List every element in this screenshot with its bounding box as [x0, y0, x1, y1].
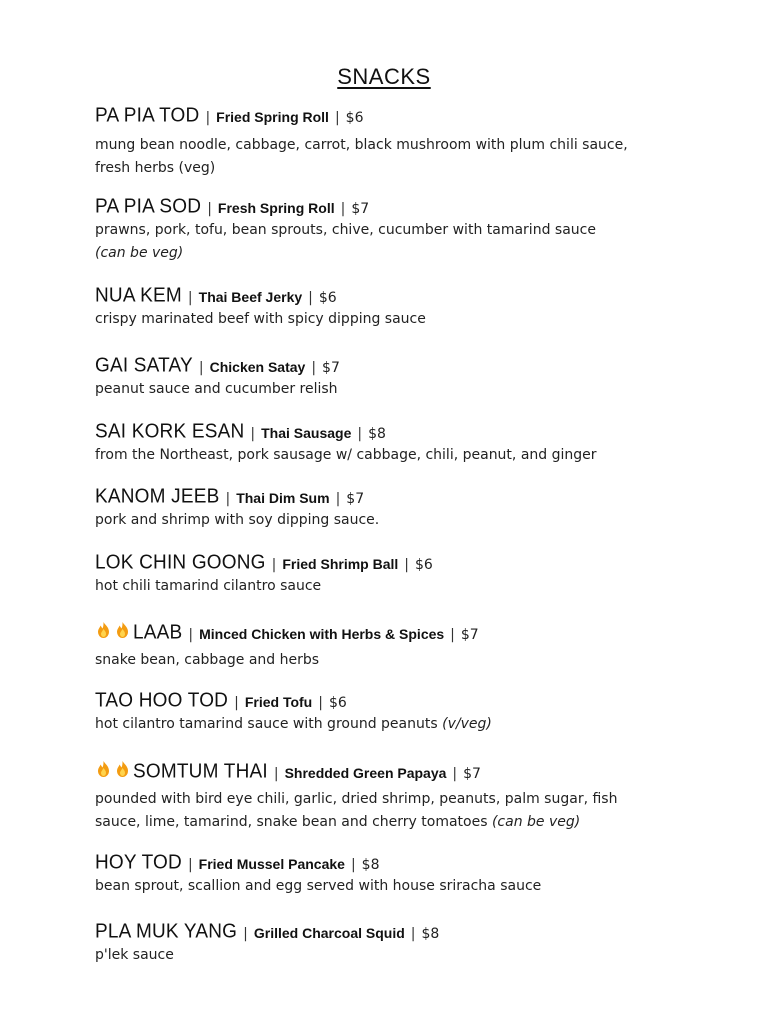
item-english-name: Minced Chicken with Herbs & Spices	[199, 626, 445, 642]
item-description: snake bean, cabbage and herbs	[95, 652, 320, 668]
item-english-name: Fried Tofu	[244, 694, 313, 710]
fire-icon	[95, 621, 112, 639]
separator: |	[318, 695, 323, 711]
separator: |	[340, 201, 346, 217]
item-price: $7	[460, 627, 479, 643]
item-name: HOY TOD	[95, 851, 182, 874]
item-note: (can be veg)	[491, 814, 581, 830]
item-price: $6	[328, 695, 347, 711]
item-price: $6	[415, 557, 433, 573]
item-english-name: Fried Spring Roll	[216, 109, 329, 125]
item-description-text: pounded with bird eye chili, garlic, dried shrimp, peanuts, palm sugar, fish sauce, lime, tamarind, snake bean and cherry tomatoes	[95, 791, 618, 830]
item-description-text: prawns, pork, tofu, bean sprouts, chive, cucumber with tamarind sauce	[95, 222, 596, 238]
separator: |	[357, 426, 363, 442]
item-name: PA PIA SOD	[95, 195, 202, 218]
item-english-name: Shredded Green Papaya	[284, 765, 447, 781]
item-english-name: Grilled Charcoal Squid	[253, 925, 405, 941]
separator: |	[334, 110, 340, 126]
menu-item	[95, 286, 695, 331]
menu-item	[95, 422, 695, 467]
item-name: KANOM JEEB	[95, 485, 220, 508]
item-name: SOMTUM THAI	[133, 760, 268, 783]
item-english-name: Fried Shrimp Ball	[282, 556, 399, 572]
separator: |	[311, 360, 317, 376]
item-name: LAAB	[133, 621, 183, 644]
item-name: PA PIA TOD	[95, 104, 200, 127]
separator: |	[335, 491, 341, 507]
separator: |	[225, 491, 231, 507]
separator: |	[410, 926, 416, 942]
separator: |	[234, 695, 239, 711]
separator: |	[271, 557, 277, 573]
item-description-text: hot cilantro tamarind sauce with ground peanuts	[95, 716, 438, 732]
item-english-name: Thai Dim Sum	[236, 490, 330, 506]
separator: |	[452, 766, 458, 782]
menu-item	[95, 553, 695, 598]
separator: |	[187, 290, 193, 306]
separator: |	[273, 766, 279, 782]
menu-item	[95, 356, 695, 401]
separator: |	[188, 627, 194, 643]
item-description: hot chili tamarind cilantro sauce	[95, 578, 322, 594]
fire-icon	[114, 760, 131, 778]
item-price: $7	[346, 491, 365, 507]
fire-icon	[95, 760, 112, 778]
item-description: pork and shrimp with soy dipping sauce.	[95, 512, 380, 528]
menu-item	[95, 621, 695, 672]
menu-item	[95, 106, 695, 180]
item-description: bean sprout, scallion and egg served with house sriracha sauce	[95, 878, 542, 894]
item-description	[95, 788, 645, 834]
item-description: mung bean noodle, cabbage, carrot, black mushroom with plum chili sauce, fresh herbs (veg)	[95, 137, 628, 176]
separator: |	[205, 110, 211, 126]
item-price: $8	[368, 426, 386, 442]
item-price: $6	[345, 110, 364, 126]
menu-item	[95, 922, 695, 967]
separator: |	[198, 360, 204, 376]
separator: |	[350, 857, 356, 873]
item-english-name: Fresh Spring Roll	[217, 200, 335, 216]
item-description: p'lek sauce	[95, 947, 174, 963]
item-price: $7	[463, 766, 481, 782]
item-note: (v/veg)	[442, 716, 492, 732]
item-description: from the Northeast, pork sausage w/ cabbage, chili, peanut, and ginger	[95, 447, 597, 463]
item-note: (can be veg)	[95, 245, 184, 261]
item-description: peanut sauce and cucumber relish	[95, 381, 338, 397]
item-price: $8	[361, 857, 380, 873]
item-name: PLA MUK YANG	[95, 920, 238, 943]
separator: |	[308, 290, 313, 306]
item-price: $7	[351, 201, 370, 217]
item-name: LOK CHIN GOONG	[95, 551, 266, 574]
item-description	[95, 713, 695, 736]
item-price: $7	[322, 360, 340, 376]
item-name: NUA KEM	[95, 284, 182, 307]
separator: |	[450, 627, 455, 643]
item-price: $6	[318, 290, 337, 306]
fire-icon	[114, 621, 131, 639]
item-english-name: Thai Sausage	[261, 425, 352, 441]
separator: |	[207, 201, 212, 217]
separator: |	[243, 926, 248, 942]
menu-item	[95, 760, 695, 834]
menu-item	[95, 691, 695, 736]
item-name: GAI SATAY	[95, 354, 193, 377]
item-name: SAI KORK ESAN	[95, 420, 245, 443]
item-english-name: Fried Mussel Pancake	[198, 856, 345, 872]
menu-item	[95, 853, 695, 898]
page-title: SNACKS	[337, 64, 431, 89]
menu-item	[95, 197, 695, 265]
item-name: TAO HOO TOD	[95, 689, 229, 712]
item-english-name: Thai Beef Jerky	[198, 289, 303, 305]
separator: |	[187, 857, 193, 873]
item-description: crispy marinated beef with spicy dipping sauce	[95, 311, 426, 327]
item-english-name: Chicken Satay	[209, 359, 306, 375]
menu-item	[95, 487, 695, 532]
separator: |	[404, 557, 410, 573]
item-description	[95, 219, 695, 265]
item-price: $8	[421, 926, 440, 942]
separator: |	[250, 426, 256, 442]
